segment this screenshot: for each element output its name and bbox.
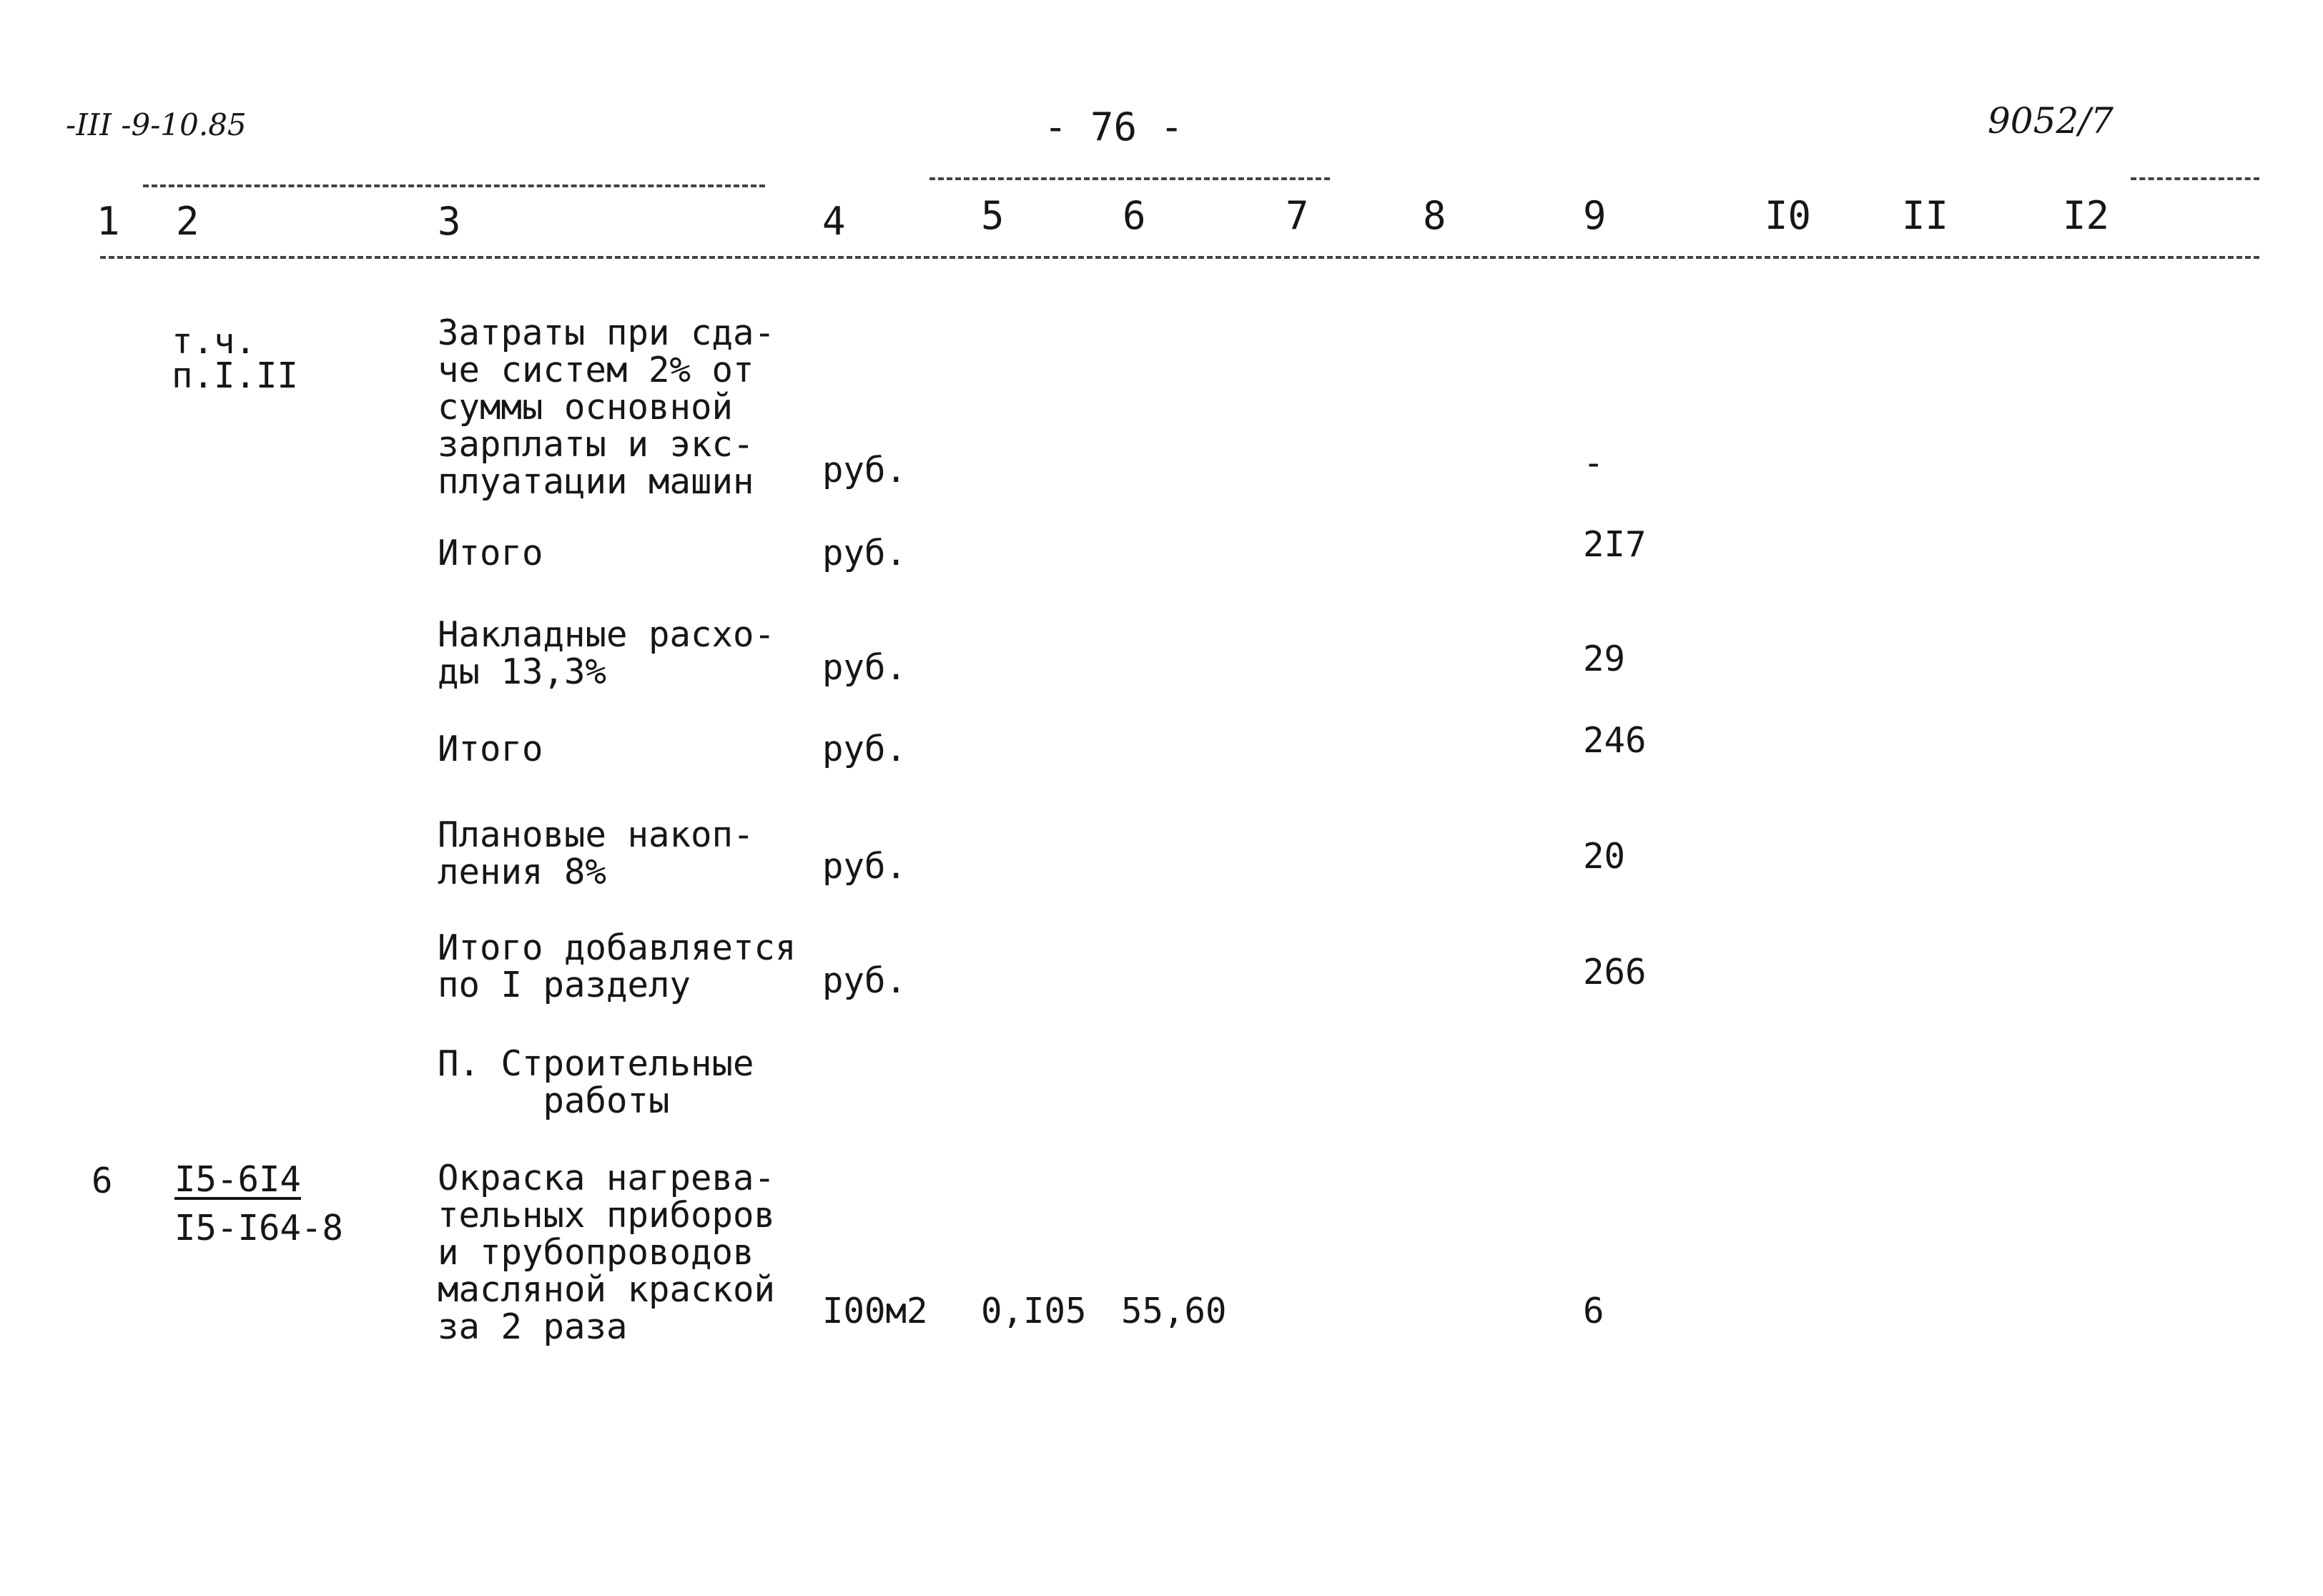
row-description: Окраска нагрева- тельных приборов и трубопроводов масляной краской за 2 раза xyxy=(438,1158,776,1347)
row-unit: руб. xyxy=(822,647,907,688)
row-description: Накладные расхо- ды 13,3% xyxy=(438,614,776,692)
row-code-line2: п.I.II xyxy=(172,355,299,396)
row-total: 20 xyxy=(1583,836,1626,877)
row-total: 6 xyxy=(1583,1291,1604,1331)
row-unit-price: 55,60 xyxy=(1121,1291,1227,1331)
row-description: Плановые накоп- ления 8% xyxy=(438,814,754,892)
row-description: Итого добавляется по I разделу xyxy=(438,927,796,1005)
row-code-line1: I5-6I4 xyxy=(174,1159,302,1200)
row-total: 2I7 xyxy=(1583,524,1647,565)
row-unit: руб. xyxy=(822,846,907,887)
column-header-7: 7 xyxy=(1286,193,1309,238)
row-total: 29 xyxy=(1583,639,1626,679)
row-total: 246 xyxy=(1583,720,1647,761)
header-top-rule-middle xyxy=(929,177,1330,180)
column-header-4: 4 xyxy=(822,199,846,244)
column-header-8: 8 xyxy=(1423,193,1446,238)
row-unit: руб. xyxy=(822,729,907,769)
row-total: - xyxy=(1583,443,1604,483)
sheet-reference: 9052/7 xyxy=(1988,100,2114,142)
row-description: Затраты при сда- че систем 2% от суммы основной зарплаты и экс- плуатации машин xyxy=(438,312,776,502)
header-top-rule-right xyxy=(2131,177,2259,180)
column-header-2: 2 xyxy=(176,199,199,244)
header-top-rule-left xyxy=(143,184,765,187)
row-description: Итого xyxy=(438,533,543,573)
column-header-6: 6 xyxy=(1123,193,1146,238)
row-description: Итого xyxy=(438,729,543,769)
column-header-3: 3 xyxy=(438,199,461,244)
column-header-1: 1 xyxy=(97,199,120,244)
header-bottom-rule xyxy=(100,256,2259,259)
section-heading: П. Строительные работы xyxy=(438,1043,754,1121)
page-number: - 76 - xyxy=(1044,104,1184,149)
row-unit: руб. xyxy=(822,533,907,573)
row-number: 6 xyxy=(92,1161,113,1201)
row-code-line1: т.ч. xyxy=(172,321,257,362)
column-header-9: 9 xyxy=(1583,193,1607,238)
row-code-line2: I5-I64-8 xyxy=(174,1208,344,1248)
row-unit: I00м2 xyxy=(822,1291,928,1331)
document-code: -III -9-10.85 xyxy=(66,107,247,142)
row-unit: руб. xyxy=(822,450,907,491)
row-quantity: 0,I05 xyxy=(981,1291,1087,1331)
column-header-5: 5 xyxy=(981,193,1005,238)
column-header-10: I0 xyxy=(1765,193,1812,238)
column-header-11: II xyxy=(1902,193,1949,238)
row-unit: руб. xyxy=(822,960,907,1001)
column-header-12: I2 xyxy=(2063,193,2110,238)
row-total: 266 xyxy=(1583,952,1647,992)
